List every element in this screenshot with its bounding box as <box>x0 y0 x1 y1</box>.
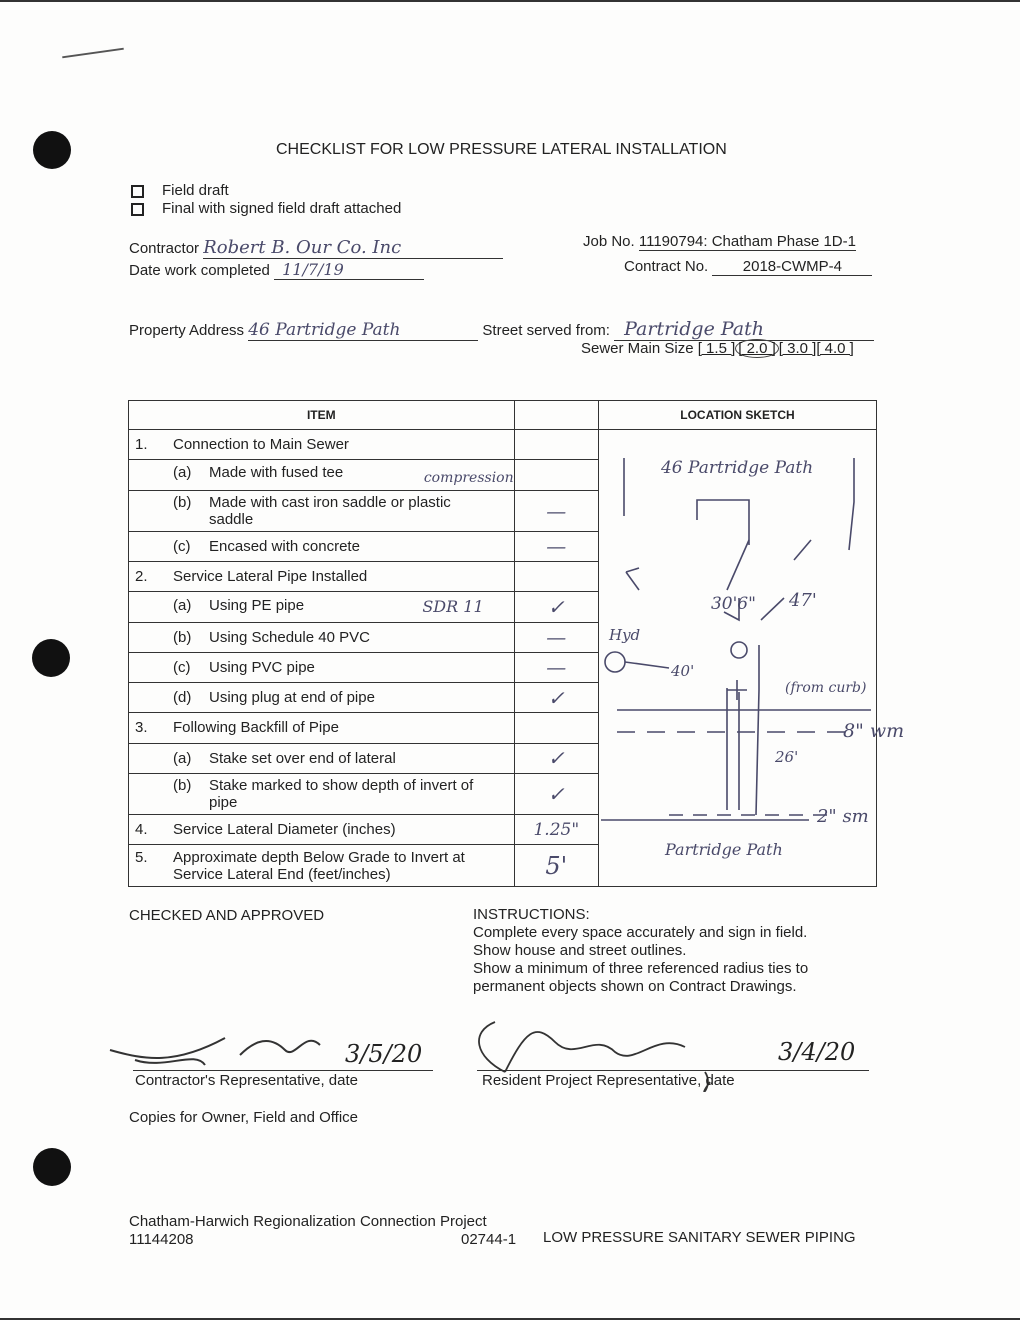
row-label: Encased with concrete <box>209 537 360 555</box>
row-label: Stake marked to show depth of invert of pipe <box>209 777 474 812</box>
footer-title: LOW PRESSURE SANITARY SEWER PIPING <box>543 1229 856 1246</box>
sketch-sewer-main-label: 2" sm <box>816 806 869 827</box>
sewer-main-size-field <box>581 340 854 357</box>
row-num: (b) <box>173 493 192 511</box>
instructions-block <box>473 906 808 996</box>
sketch-stake <box>731 642 747 658</box>
row-num: 2. <box>135 568 148 586</box>
row-mark[interactable]: 1.25" <box>514 815 598 845</box>
punch-hole-bottom <box>33 1148 71 1186</box>
row-mark[interactable]: ✓ <box>514 592 598 622</box>
punch-hole-middle <box>32 639 70 677</box>
checked-approved: CHECKED AND APPROVED <box>129 907 325 924</box>
resident-sign-date: 3/4/20 <box>778 1038 856 1066</box>
sketch-street-label: Partridge Path <box>664 840 783 859</box>
sketch-water-main-label: 8" wm <box>842 720 905 742</box>
row-mark[interactable]: 5' <box>514 845 598 887</box>
row-mark[interactable]: — <box>514 531 598 561</box>
row-num: (d) <box>173 689 192 707</box>
option-field-draft <box>131 182 229 199</box>
checkbox-final[interactable] <box>131 203 144 216</box>
row-note-compression: compression <box>423 469 514 486</box>
row-num: 1. <box>135 436 148 454</box>
contractor-sign-label: Contractor's Representative, date <box>135 1072 358 1089</box>
row-label: Connection to Main Sewer <box>173 436 349 454</box>
job-no-value: 11190794: Chatham Phase 1D-1 <box>638 233 856 250</box>
header-location-sketch: LOCATION SKETCH <box>598 401 876 430</box>
property-address-label: Property Address <box>129 322 245 339</box>
row-mark[interactable] <box>514 460 598 490</box>
contract-no-label: Contract No. <box>624 258 709 275</box>
sketch-cleanout <box>727 680 747 700</box>
checklist-table <box>128 400 905 887</box>
sewer-size-3-0[interactable]: [ 3.0 ] <box>778 340 817 357</box>
sketch-arrow-1 <box>727 540 749 590</box>
row-label: Service Lateral Diameter (inches) <box>173 821 396 839</box>
contractor-sign-date: 3/5/20 <box>345 1040 423 1068</box>
sketch-lateral-pipe <box>727 688 739 810</box>
instruction-line: Show house and street outlines. <box>473 942 687 959</box>
sketch-tie-line-2 <box>625 662 669 668</box>
row-label: Using PE pipe <box>209 597 305 615</box>
footer-code: 11144208 <box>129 1231 194 1248</box>
pen-stroke-mark <box>62 48 124 59</box>
contract-no-field <box>624 258 872 276</box>
sketch-arrow-2 <box>794 540 811 560</box>
row-note-sdr11: SDR 11 <box>422 597 484 617</box>
street-served-label: Street served from: <box>482 322 610 339</box>
location-sketch[interactable] <box>598 430 905 887</box>
row-num: (a) <box>173 749 192 767</box>
property-address-value[interactable]: 46 Partridge Path <box>248 320 401 340</box>
property-address-field <box>129 318 874 341</box>
footer-section: 02744-1 <box>461 1231 517 1248</box>
sketch-distance-1: 30'6" <box>710 594 756 614</box>
row-label: Service Lateral Pipe Installed <box>173 568 368 586</box>
table-row <box>129 430 877 460</box>
row-num: (b) <box>173 628 192 646</box>
sketch-house-label: 46 Partridge Path <box>660 458 814 478</box>
footer-project: Chatham-Harwich Regionalization Connection Project <box>129 1213 487 1230</box>
instruction-line: permanent objects shown on Contract Drawings. <box>473 978 797 995</box>
row-mark[interactable]: — <box>514 490 598 531</box>
sketch-lateral-pipe-2 <box>756 645 759 815</box>
row-label: Made with cast iron saddle or plastic saddle <box>209 493 451 528</box>
row-num: 5. <box>135 848 148 866</box>
row-label: Following Backfill of Pipe <box>173 719 339 737</box>
row-mark[interactable]: — <box>514 652 598 682</box>
row-mark[interactable] <box>514 430 598 460</box>
contractor-label: Contractor <box>129 240 200 257</box>
street-served-value[interactable]: Partridge Path <box>624 318 764 340</box>
contractor-sign-line <box>133 1070 433 1071</box>
row-label: Approximate depth Below Grade to Invert at Service Lateral End (feet/inches) <box>173 848 465 883</box>
row-num: 3. <box>135 719 148 737</box>
copies-note: Copies for Owner, Field and Office <box>129 1109 358 1126</box>
row-mark[interactable]: ✓ <box>514 773 598 814</box>
sketch-house-wall <box>697 500 749 545</box>
resident-sign-line <box>477 1070 869 1071</box>
punch-hole-top <box>33 131 71 169</box>
option-final <box>131 200 401 217</box>
sewer-main-size-label: Sewer Main Size <box>581 340 694 357</box>
sewer-size-4-0[interactable]: [ 4.0 ] <box>816 340 854 357</box>
sewer-size-2-0-selected[interactable]: [ 2.0 ] <box>735 339 779 358</box>
sketch-hyd-label: Hyd <box>608 626 641 644</box>
resident-sign-label: Resident Project Representative, date <box>482 1072 735 1089</box>
instruction-line: Complete every space accurately and sign in field. <box>473 924 808 941</box>
contractor-field <box>129 237 503 259</box>
row-num: (a) <box>173 597 192 615</box>
row-mark[interactable] <box>514 713 598 743</box>
sketch-distance-4: 26' <box>774 748 799 766</box>
sketch-house-outline-right <box>849 458 854 550</box>
top-border-line <box>0 0 1020 2</box>
instructions-heading: INSTRUCTIONS: <box>473 906 590 923</box>
row-num: (c) <box>173 658 191 676</box>
date-completed-label: Date work completed <box>129 262 270 279</box>
row-mark[interactable] <box>514 562 598 592</box>
option-field-draft-label: Field draft <box>162 182 229 199</box>
job-no-label: Job No. <box>583 233 635 250</box>
row-num: (c) <box>173 537 191 555</box>
row-label: Using PVC pipe <box>209 658 315 676</box>
date-completed-field <box>129 260 424 280</box>
checkbox-field-draft[interactable] <box>131 185 144 198</box>
row-num: (b) <box>173 777 192 795</box>
row-mark[interactable]: ✓ <box>514 683 598 713</box>
sketch-tie-line <box>761 598 784 620</box>
row-label: Using plug at end of pipe <box>209 689 375 707</box>
option-final-label: Final with signed field draft attached <box>162 200 402 217</box>
sketch-distance-2: 47' <box>788 590 817 611</box>
sketch-arrow-3 <box>626 568 639 590</box>
page-title: CHECKLIST FOR LOW PRESSURE LATERAL INSTALLATION <box>276 141 727 158</box>
sketch-distance-3: 40' <box>670 662 695 680</box>
sketch-hydrant <box>605 652 625 672</box>
row-label: Using Schedule 40 PVC <box>209 628 370 646</box>
row-num: 4. <box>135 821 148 839</box>
row-label: Made with fused tee <box>209 463 344 481</box>
sewer-size-1-5[interactable]: [ 1.5 ] <box>697 340 736 357</box>
row-label: Stake set over end of lateral <box>209 749 396 767</box>
job-no-field <box>583 233 856 251</box>
header-mark <box>514 401 598 430</box>
row-mark[interactable]: ✓ <box>514 743 598 773</box>
contractor-value[interactable]: Robert B. Our Co. Inc <box>203 237 402 258</box>
instruction-line: Show a minimum of three referenced radius ties to <box>473 960 809 977</box>
contractor-signature <box>105 1020 345 1080</box>
row-mark[interactable]: — <box>514 622 598 652</box>
contract-no-value: 2018-CWMP-4 <box>712 258 872 276</box>
header-item: ITEM <box>129 401 515 430</box>
row-num: (a) <box>173 463 192 481</box>
date-completed-value[interactable]: 11/7/19 <box>282 260 344 279</box>
sketch-from-curb: (from curb) <box>784 680 867 696</box>
